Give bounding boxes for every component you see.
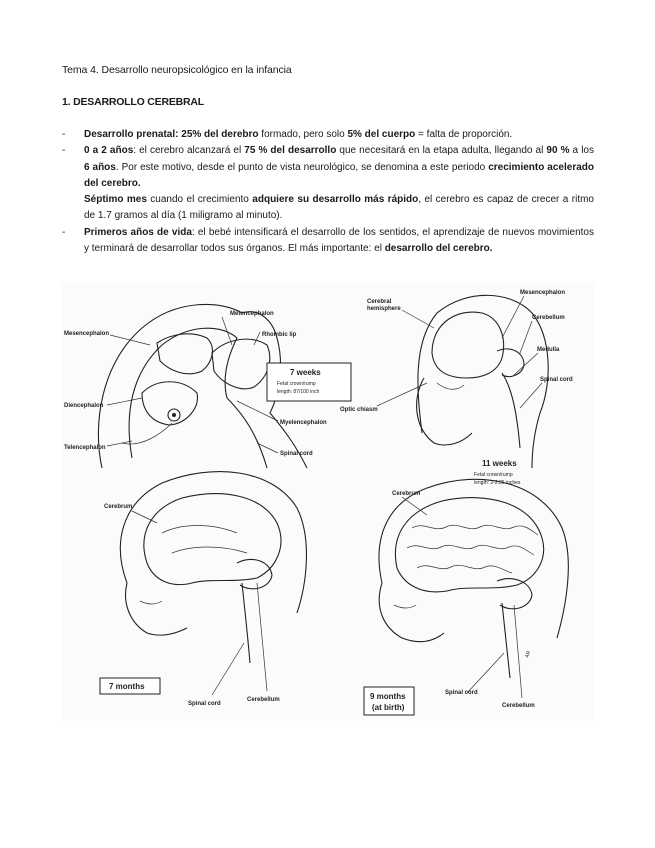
panel-7-weeks bbox=[64, 304, 351, 468]
fold-line bbox=[172, 547, 247, 553]
leader-line bbox=[107, 441, 132, 446]
list-item bbox=[62, 225, 594, 258]
telencephalon-shape bbox=[129, 328, 237, 458]
brain-development-illustration bbox=[62, 283, 594, 721]
caption-subtitle: (at birth) bbox=[372, 703, 405, 712]
label-spinal-cord: Spinal cord bbox=[540, 377, 573, 383]
label-cerebrum: Cerebrum bbox=[392, 491, 421, 497]
bold-text: adquiere su desarrollo más rápido bbox=[252, 194, 419, 206]
fold-line bbox=[162, 526, 237, 534]
label-mesencephalon: Mesencephalon bbox=[64, 331, 110, 337]
label-spinal-cord: Spinal cord bbox=[445, 690, 478, 696]
caption-line: length: 87/100 inch bbox=[277, 389, 320, 395]
fetus-outline bbox=[418, 295, 548, 468]
leader-line bbox=[212, 643, 244, 695]
caption-line: Fetal crown/rump bbox=[474, 472, 513, 478]
label-cerebral: Cerebral bbox=[367, 299, 392, 305]
head-outline bbox=[379, 479, 568, 638]
leader-line bbox=[222, 317, 232, 345]
text: . Por este motivo, desde el punto de vista neurológico, se denomina a este periodo bbox=[115, 161, 489, 173]
label-cerebellum: Cerebellum bbox=[532, 315, 565, 321]
label-cerebrum: Cerebrum bbox=[104, 504, 133, 510]
leader-line bbox=[520, 321, 532, 353]
eye-pupil bbox=[172, 413, 176, 417]
artist-signature: AR bbox=[524, 650, 533, 659]
panel-9-months bbox=[364, 479, 568, 715]
leader-line bbox=[402, 310, 434, 328]
label-mesencephalon: Mesencephalon bbox=[520, 290, 566, 296]
bold-text: 90 % bbox=[546, 145, 570, 157]
text: , el cerebro es capaz de crecer a ritmo de 1.7 gramos al día (1 miligramo al minuto). bbox=[84, 194, 594, 222]
leader-line bbox=[514, 353, 538, 375]
leader-line bbox=[377, 383, 427, 406]
text: que necesitará en la etapa adulta, llegando al bbox=[336, 145, 547, 157]
paragraph bbox=[84, 192, 594, 225]
leader-line bbox=[502, 296, 524, 338]
brain-development-figure bbox=[62, 283, 594, 721]
leader-line bbox=[402, 497, 427, 515]
bold-text: 5% del cuerpo bbox=[347, 129, 416, 140]
label-hemisphere: hemisphere bbox=[367, 306, 401, 312]
section-title: 1. DESARROLLO CEREBRAL bbox=[62, 96, 205, 108]
spinal-cord-shape bbox=[227, 398, 267, 468]
spinal-cord-shape bbox=[502, 603, 510, 678]
document-header: Tema 4. Desarrollo neuropsicológico en la infancia bbox=[62, 64, 292, 76]
bold-text: Séptimo mes bbox=[84, 194, 147, 206]
eye-shape bbox=[437, 383, 464, 389]
cerebellum-shape bbox=[497, 349, 524, 377]
leader-line bbox=[520, 383, 542, 408]
label-cerebellum: Cerebellum bbox=[247, 697, 280, 703]
face-profile bbox=[126, 583, 187, 635]
paragraph bbox=[84, 143, 594, 192]
panel-7-months bbox=[100, 472, 306, 707]
panel-11-weeks bbox=[340, 290, 573, 486]
label-spinal-cord: Spinal cord bbox=[188, 701, 221, 707]
caption-title: 11 weeks bbox=[482, 459, 517, 468]
leader-line bbox=[254, 332, 260, 345]
caption-title: 7 weeks bbox=[290, 368, 321, 377]
leader-line bbox=[107, 398, 142, 405]
bullet-text bbox=[84, 225, 594, 258]
label-cerebellum: Cerebellum bbox=[502, 703, 535, 709]
bold-text: 0 a 2 años bbox=[84, 145, 134, 157]
bullet-dash: - bbox=[62, 226, 66, 238]
text: = falta de proporción. bbox=[415, 129, 513, 140]
label-myelencephalon: Myelencephalon bbox=[280, 420, 327, 426]
bullet-dash: - bbox=[62, 145, 66, 157]
bold-text: Desarrollo prenatal: 25% del derebro bbox=[84, 129, 259, 140]
label-telencephalon: Telencephalon bbox=[64, 445, 106, 451]
label-diencephalon: Diencephalon bbox=[64, 403, 104, 409]
text: : el bebé intensificará el desarrollo de los sentidos, el aprendizaje de nuevos movimientos y terminará de desarrollar todos sus órganos. El más importante: el bbox=[84, 226, 594, 255]
text: a los bbox=[569, 145, 594, 157]
bold-text: 75 % del desarrollo bbox=[244, 145, 337, 157]
leader-line bbox=[514, 605, 522, 698]
text: : el cerebro alcanzará el bbox=[133, 145, 245, 157]
label-optic-chiasm: Optic chiasm bbox=[340, 407, 378, 413]
bullet-dash: - bbox=[62, 129, 66, 140]
cerebrum-shape bbox=[395, 498, 543, 592]
gyri-line bbox=[412, 525, 538, 535]
cerebrum-shape bbox=[144, 494, 281, 585]
cerebral-hemisphere-shape bbox=[432, 312, 504, 378]
list-item bbox=[62, 143, 594, 224]
spinal-cord-shape bbox=[502, 373, 520, 448]
head-outline bbox=[120, 472, 306, 613]
text: cuando el crecimiento bbox=[146, 194, 253, 206]
gyri-line bbox=[417, 565, 512, 573]
bold-text: Primeros años de vida bbox=[84, 226, 192, 238]
leader-line bbox=[110, 335, 150, 345]
text: formado, pero solo bbox=[258, 129, 348, 140]
eye-shape bbox=[140, 601, 162, 604]
bold-text: desarrollo del cerebro. bbox=[384, 243, 493, 255]
bold-text: 6 años bbox=[84, 161, 116, 173]
mesencephalon-shape bbox=[157, 334, 212, 374]
leader-line bbox=[467, 653, 504, 693]
spinal-cord-shape bbox=[242, 583, 250, 663]
metencephalon-shape bbox=[212, 339, 270, 389]
caption-line: length: 2-2.25 inches bbox=[474, 480, 521, 486]
bold-text: crecimiento acelerado del cerebro. bbox=[84, 161, 594, 189]
gyri-line bbox=[407, 545, 534, 555]
label-metencephalon: Metencephalon bbox=[230, 311, 274, 317]
list-item bbox=[62, 127, 594, 143]
bullet-text bbox=[84, 127, 594, 143]
leader-line bbox=[257, 583, 267, 691]
eye-shape bbox=[394, 605, 416, 608]
caption-title: 7 months bbox=[109, 682, 145, 691]
bullet-list bbox=[62, 127, 594, 257]
face-profile bbox=[417, 378, 472, 445]
bullet-text bbox=[84, 143, 594, 224]
label-spinal-cord: Spinal cord bbox=[280, 451, 313, 457]
caption-title: 9 months bbox=[370, 692, 406, 701]
label-rhombic-lip: Rhombic lip bbox=[262, 332, 297, 338]
label-medulla: Medulla bbox=[537, 347, 560, 353]
caption-line: Fetal crown/rump bbox=[277, 381, 316, 387]
